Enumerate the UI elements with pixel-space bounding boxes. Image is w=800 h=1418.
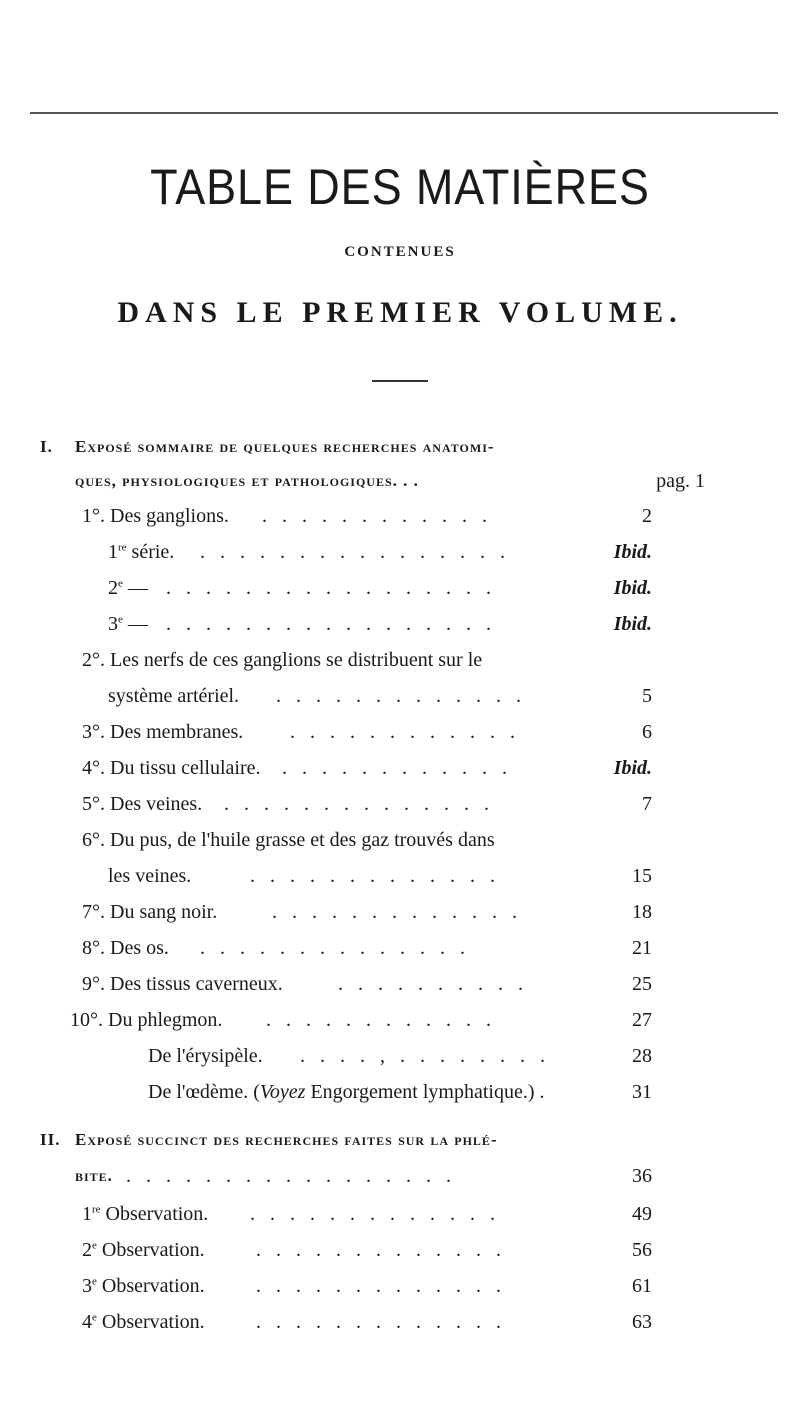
section-2-number: II. (40, 1130, 61, 1149)
entry-page: 49 (632, 1203, 652, 1225)
page-subtitle: CONTENUES (344, 244, 456, 260)
toc-entry (0, 714, 700, 750)
dot-leader: . . . . . . . . . . . . . . . . . (166, 577, 496, 599)
toc-entry (0, 1074, 700, 1110)
entry-page: Ibid. (613, 577, 652, 599)
entry-label: 8°. Des os. (82, 937, 169, 959)
toc-entry: 3e Observation. . . . . . . . . . . . . . 61 (0, 1268, 700, 1304)
toc-entry (0, 498, 700, 534)
entry-label: 9°. Des tissus caverneux. (82, 973, 283, 995)
entry-page: 61 (632, 1275, 652, 1297)
entry-page: 27 (632, 1009, 652, 1031)
dot-leader: . . . . . . . . . . . . (266, 1009, 496, 1031)
page-title: TABLE DES MATIÈRES (150, 159, 650, 215)
top-rule (30, 112, 778, 114)
section-1-heading-row-2 (75, 463, 705, 499)
entry-label: 6°. Du pus, de l'huile grasse et des gaz trouvés dans (82, 829, 495, 851)
dot-leader: . . . . . . . . . . . . . (250, 865, 500, 887)
entry-label: 7°. Du sang noir. (82, 901, 218, 923)
toc-entry (0, 930, 700, 966)
toc-entry: 3e — . . . . . . . . . . . . . . . . . Ibid. (0, 606, 700, 642)
dot-leader: . . . . . . . . . . . . . (250, 1203, 500, 1225)
entry-label: De l'œdème. (Voyez Engorgement lymphatique.) . (148, 1081, 545, 1103)
dot-leader: . . . . . . . . . . . . (262, 505, 492, 527)
dot-leader: . . . . . . . . . . . . . . (200, 937, 470, 959)
dot-leader: . . . . . . . . . . . . . . . . (200, 541, 510, 563)
entry-label: système artériel. (108, 685, 240, 707)
entry-page: 31 (632, 1081, 652, 1103)
section-1-number: I. (40, 437, 53, 456)
dot-leader: . . . . . . . . . . . . . (256, 1311, 506, 1333)
toc-entry: 1re Observation. . . . . . . . . . . . . . 49 (0, 1196, 700, 1232)
entry-page: 7 (642, 793, 652, 815)
toc-entry (0, 678, 700, 714)
entry-label: 10°. Du phlegmon. (70, 1009, 223, 1031)
entry-page: 25 (632, 973, 652, 995)
toc-entry (0, 1002, 700, 1038)
section-1-heading (40, 430, 710, 463)
entry-label: 5°. Des veines. (82, 793, 203, 815)
dot-leader: . . . . . . . . . . . . . . . . . (166, 613, 496, 635)
entry-page: 63 (632, 1311, 652, 1333)
entry-page: Ibid. (613, 757, 652, 779)
section-1-heading-line-1: Exposé sommaire de quelques recherches anatomi- (75, 437, 495, 456)
entry-page: Ibid. (613, 541, 652, 563)
entry-label: les veines. (108, 865, 192, 887)
dot-leader: . . . . . . . . . . . . . (256, 1275, 506, 1297)
entry-page: Ibid. (613, 613, 652, 635)
dot-leader: . . . . . . . . . . . . . (256, 1239, 506, 1261)
title-divider (372, 380, 428, 382)
entry-page: 5 (642, 685, 652, 707)
toc-entry: 2e — . . . . . . . . . . . . . . . . . Ibid. (0, 570, 700, 606)
section-2-heading (40, 1123, 710, 1156)
dot-leader: . . . . . . . . . . . . . (276, 685, 526, 707)
dot-leader: . . . . . . . . . . . . . (272, 901, 522, 923)
entry-label: 3°. Des membranes. (82, 721, 244, 743)
entry-label: De l'érysipèle. (148, 1045, 263, 1067)
entry-page: 18 (632, 901, 652, 923)
entry-page: 21 (632, 937, 652, 959)
entry-page: 2 (642, 505, 652, 527)
entry-page: 28 (632, 1045, 652, 1067)
dot-leader: . . . . . . . . . . . . . . . . . (126, 1165, 456, 1187)
toc-entry (0, 786, 700, 822)
entry-page: 6 (642, 721, 652, 743)
dot-leader: . . . . . . . . . . . . (282, 757, 512, 779)
toc-entry: 1re série. . . . . . . . . . . . . . . . . Ibid. (0, 534, 700, 570)
section-1-page: pag. 1 (656, 470, 705, 492)
volume-heading: DANS LE PREMIER VOLUME. (117, 296, 683, 329)
dot-leader: . . . . . . . . . . (338, 973, 528, 995)
toc-entry: 4e Observation. . . . . . . . . . . . . . 63 (0, 1304, 700, 1340)
entry-label: 2°. Les nerfs de ces ganglions se distribuent sur le (82, 649, 483, 671)
toc-entry (0, 858, 700, 894)
entry-label: 1°. Des ganglions. (82, 505, 229, 527)
section-2-heading-line-1: Exposé succinct des recherches faites sur la phlé- (75, 1130, 498, 1149)
entry-page: 15 (632, 865, 652, 887)
toc-entry (0, 1038, 700, 1074)
dot-leader: . . . . , . . . . . . . . (300, 1045, 550, 1067)
toc-entry: 2e Observation. . . . . . . . . . . . . . 56 (0, 1232, 700, 1268)
toc-entry (0, 894, 700, 930)
dot-leader: . . . . . . . . . . . . (290, 721, 520, 743)
section-2-heading-line-2: bite. (75, 1166, 113, 1185)
section-2-page: 36 (632, 1165, 652, 1187)
entry-page: 56 (632, 1239, 652, 1261)
section-2-heading-row-2 (0, 1158, 700, 1194)
toc-entry (0, 750, 700, 786)
dot-leader: . . . . . . . . . . . . . . (224, 793, 494, 815)
toc-entry (0, 822, 700, 858)
section-1-heading-line-2: ques, physiologiques et pathologiques. . . (75, 471, 419, 490)
entry-label: 4°. Du tissu cellulaire. (82, 757, 261, 779)
toc-entry (0, 642, 700, 678)
toc-entry (0, 966, 700, 1002)
